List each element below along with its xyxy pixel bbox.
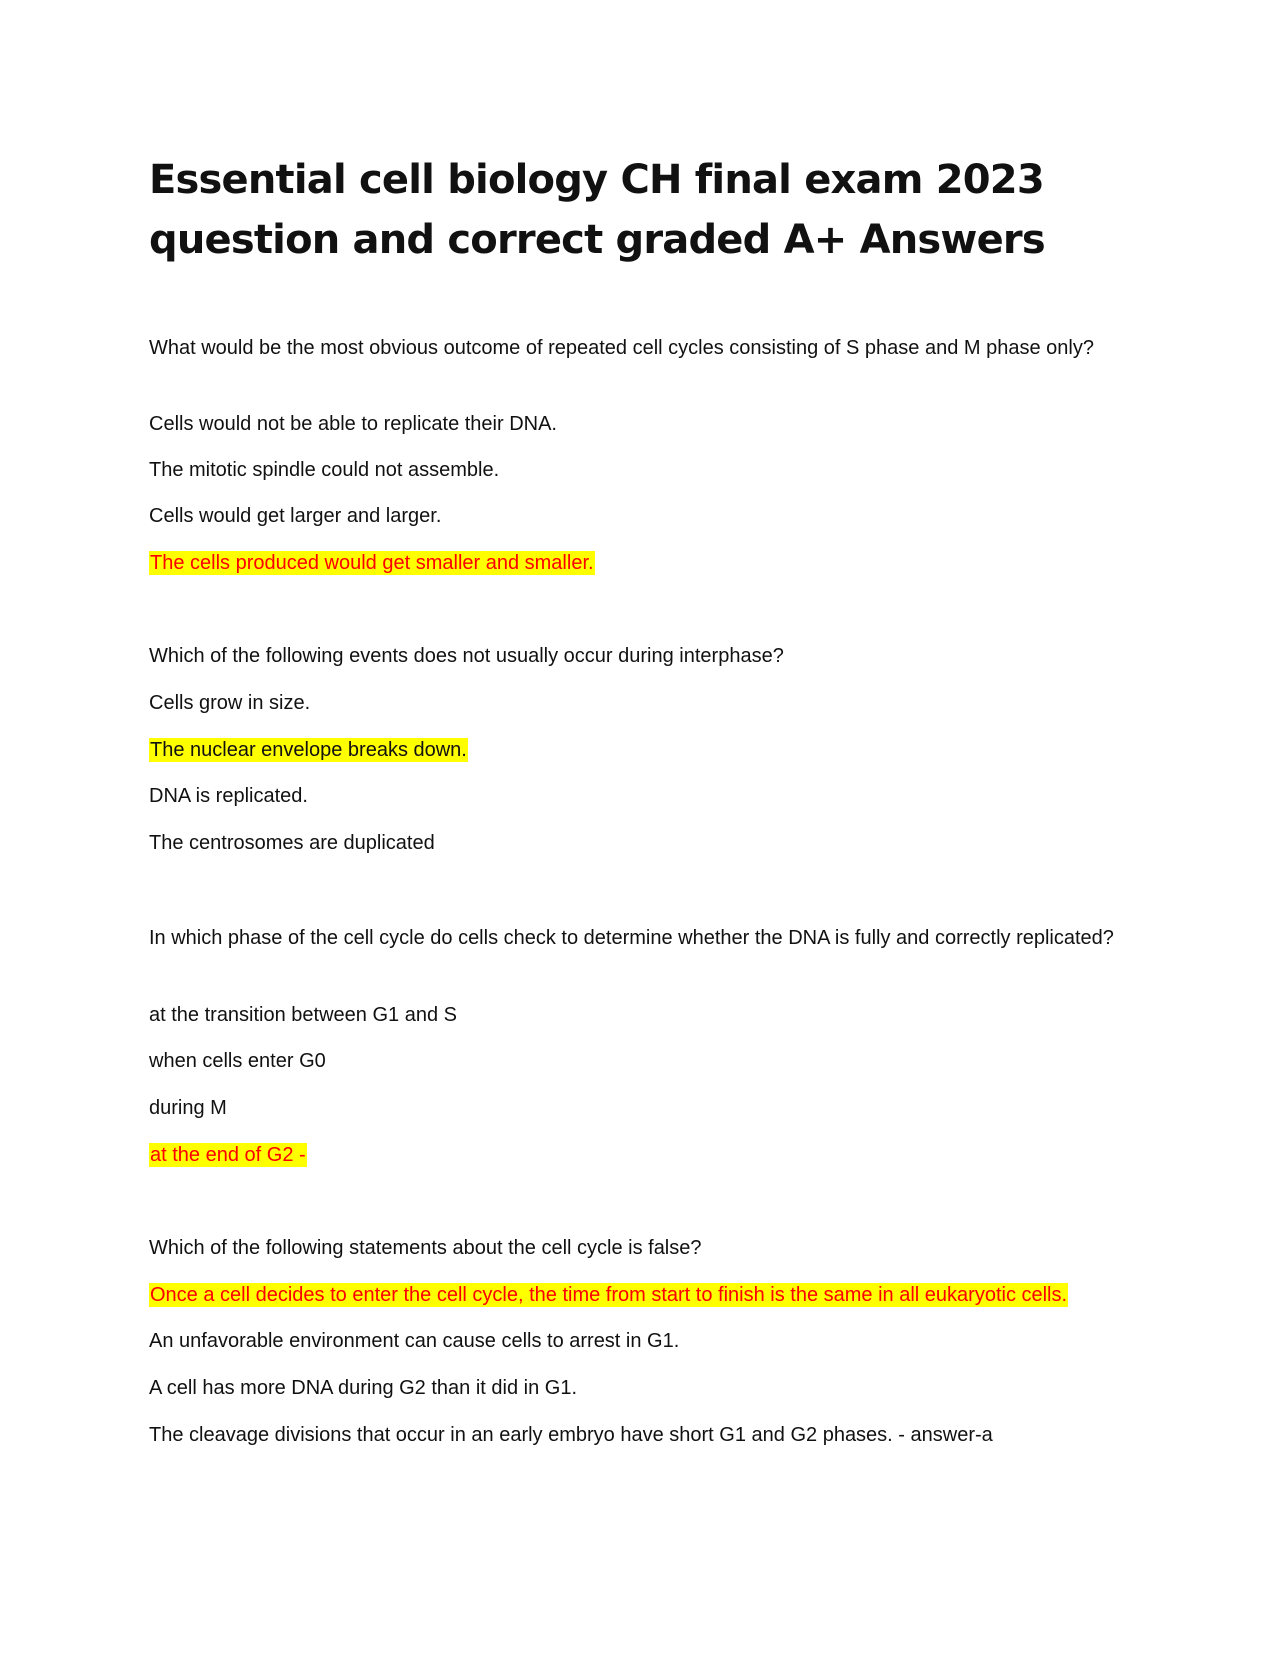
document-title: Essential cell biology CH final exam 2023 question and correct graded A+ Answers: [149, 157, 1045, 263]
question-1-option-1: Cells would not be able to replicate their DNA.: [149, 413, 557, 435]
question-4-option-4: The cleavage divisions that occur in an early embryo have short G1 and G2 phases. - answer-a: [149, 1424, 993, 1446]
answer-highlight: The cells produced would get smaller and smaller.: [150, 552, 594, 574]
question-3-option-1: at the transition between G1 and S: [149, 1004, 457, 1026]
question-4-option-1-answer: [149, 1280, 1149, 1310]
question-1-option-3: Cells would get larger and larger.: [149, 505, 442, 527]
question-3-option-2: when cells enter G0: [149, 1050, 326, 1072]
question-3-text: In which phase of the cell cycle do cells check to determine whether the DNA is fully and correctly replicated?: [149, 927, 1114, 949]
question-4-option-3: A cell has more DNA during G2 than it did in G1.: [149, 1377, 577, 1399]
question-4-text: Which of the following statements about the cell cycle is false?: [149, 1237, 702, 1259]
answer-highlight: at the end of G2 -: [150, 1144, 306, 1166]
answer-highlight: The nuclear envelope breaks down.: [150, 739, 467, 761]
question-1-option-2: The mitotic spindle could not assemble.: [149, 459, 500, 481]
question-4-option-2: An unfavorable environment can cause cells to arrest in G1.: [149, 1330, 680, 1352]
question-2-text: Which of the following events does not usually occur during interphase?: [149, 645, 784, 667]
question-2-option-1: Cells grow in size.: [149, 692, 311, 714]
question-2-option-2-answer: [149, 735, 1149, 765]
question-3-option-3: during M: [149, 1097, 227, 1119]
answer-highlight: Once a cell decides to enter the cell cycle, the time from start to finish is the same in all eukaryotic cells.: [150, 1284, 1068, 1306]
question-2-option-4: The centrosomes are duplicated: [149, 832, 435, 854]
question-1-option-4-answer: [149, 548, 1149, 578]
question-1-text: What would be the most obvious outcome of repeated cell cycles consisting of S phase and M phase only?: [149, 337, 1094, 359]
question-2-option-3: DNA is replicated.: [149, 785, 308, 807]
question-3-option-4-answer: [149, 1140, 1149, 1170]
